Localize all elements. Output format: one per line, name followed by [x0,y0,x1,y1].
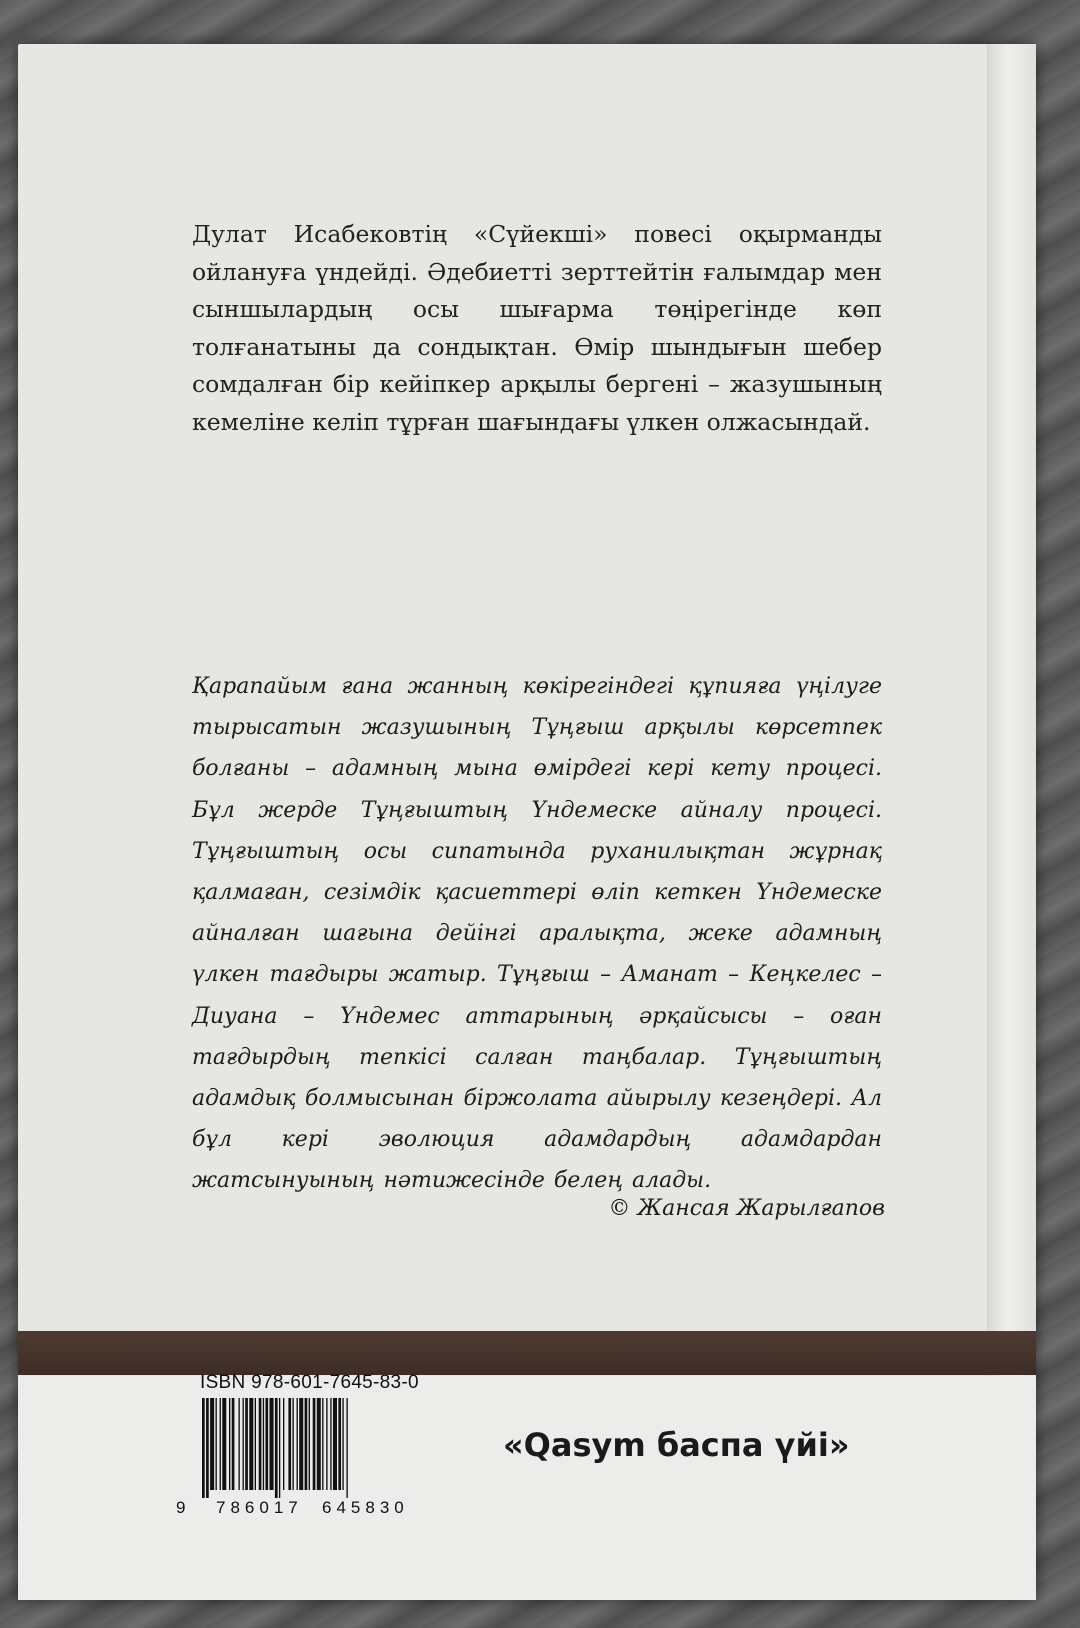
barcode-bar [279,1398,280,1498]
barcode-bar [243,1398,244,1490]
barcode-bar [210,1398,214,1490]
barcode-bar [270,1398,274,1490]
barcode-bar [313,1398,316,1490]
barcode-bar [259,1398,262,1490]
barcode-bar [229,1398,230,1490]
barcode-bar [333,1398,337,1490]
barcode-bar [222,1398,226,1490]
barcode-bar [249,1398,253,1490]
barcode-bar [255,1398,256,1490]
barcode-bar [263,1398,264,1490]
barcode-bar [297,1398,298,1490]
barcode-bar [283,1398,284,1490]
barcode-bar [299,1398,303,1490]
barcode-bar [322,1398,323,1490]
barcode-bar [220,1398,221,1490]
brown-stripe [18,1331,1036,1375]
barcode-bar [342,1398,343,1490]
barcode-bar [245,1398,248,1490]
annotation-paragraph: Дулат Исабековтің «Сүйекші» повесі оқырманды ойлануға үндейді. Әдебиетті зерттейтін ғалымдар мен сыншылардың осы шығарма төңірегінде көп толғанатыны да сондықтан. Өмір шындығын шебер сомдалған бір кейіпкер арқылы бергені – жазушының кемеліне келіп тұрған шағындағы үлкен олжасындай. [192,220,882,436]
bottom-panel [18,1376,1036,1600]
barcode-bar [309,1398,310,1490]
barcode-bar [216,1398,217,1490]
barcode-bar [275,1398,278,1498]
barcode-bar [265,1398,268,1490]
barcode-icon [200,1398,430,1498]
barcode-bar [346,1398,347,1498]
barcode-bar [330,1398,331,1490]
barcode-left-group: 786017 [216,1498,303,1517]
barcode-bar [232,1398,235,1490]
barcode-bar [317,1398,321,1490]
barcode-bar [238,1398,239,1490]
barcode-bar [338,1398,341,1490]
isbn-label: ISBN 978-601-7645-83-0 [200,1372,419,1393]
barcode-bar [292,1398,293,1490]
barcode-first-digit: 9 [176,1498,186,1517]
quote-signature: © Жансая Жарылғапов [608,1196,885,1221]
barcode-bar [202,1398,205,1498]
barcode-bar [206,1398,209,1498]
barcode-bar [288,1398,291,1490]
publisher-name: «Qasym баспа үйі» [503,1426,850,1464]
barcode-bar [305,1398,308,1490]
barcode-right-group: 645830 [322,1498,409,1517]
barcode-bar [326,1398,327,1490]
critic-quote-paragraph: Қарапайым ғана жанның көкірегіндегі құпияға үңілуге тырысатын жазушының Тұңғыш арқылы көрсетпек болғаны – адамның мына өмірдегі кері кету процесі. Бұл жерде Тұңғыштың Үндемеске айналу процесі. Тұңғыштың осы сипатында руханилықтан жұрнақ қалмаған, сезімдік қасиеттері өліп кеткен Үндемеске айналған шағына дейінгі аралықта, жеке адамның үлкен тағдыры жатыр. Тұңғыш – Аманат – Кеңкелес – Диуана – Үндемес аттарының әрқайсысы – оған тағдырдың тепкісі салған таңбалар. Тұңғыштың адамдық болмысынан біржолата айырылу кезеңдері. Ал бұл кері эволюция адамдардың адамдардан жатсынуының нәтижесінде белең алады. [192,674,882,1194]
